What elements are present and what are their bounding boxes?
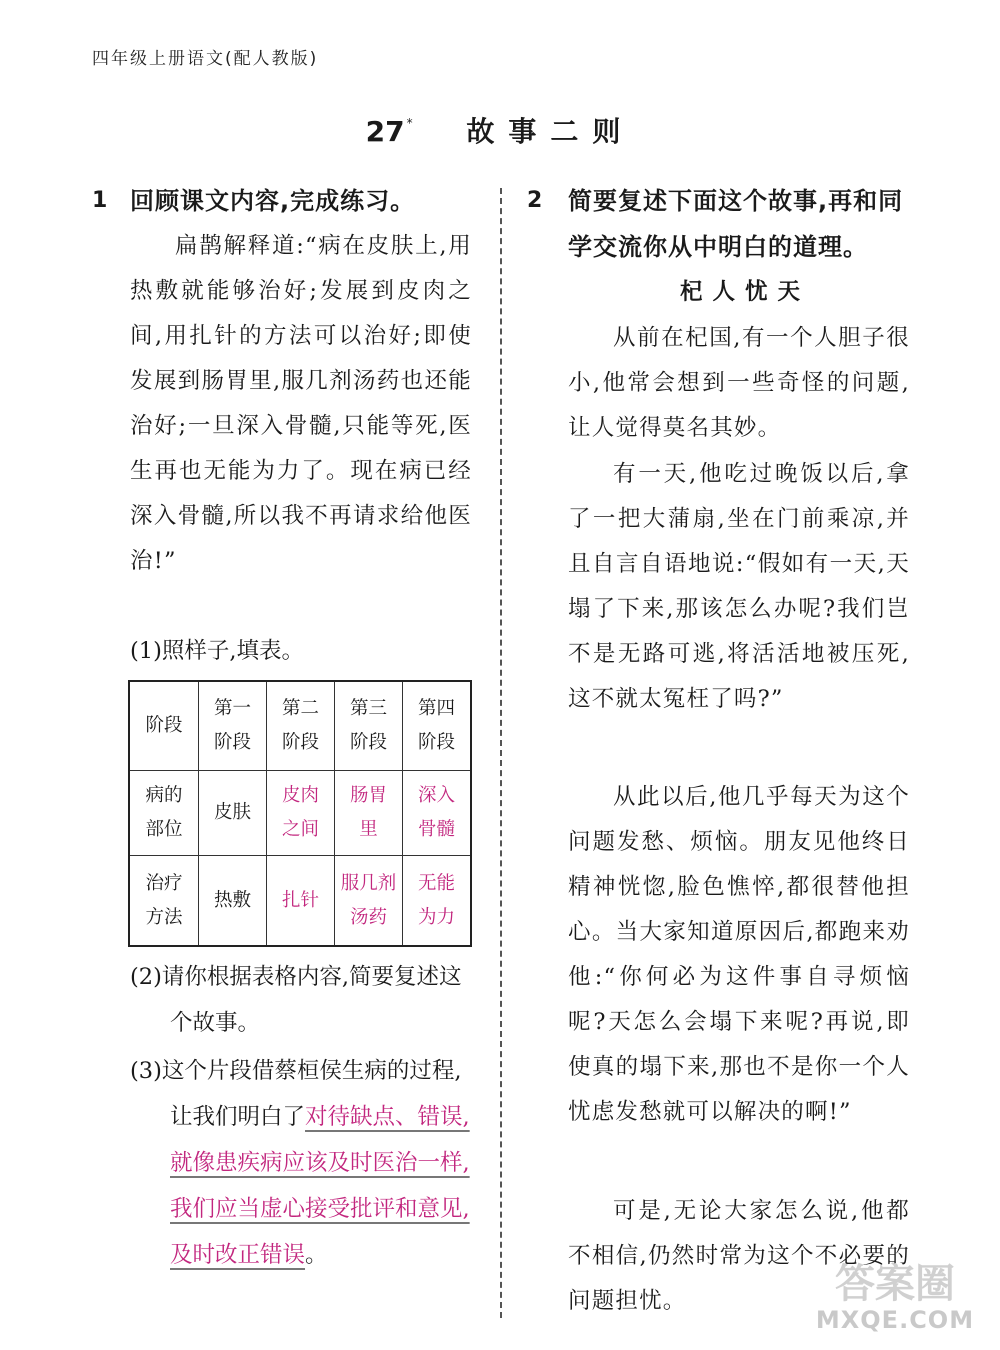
q1-sub3-end: 。 (305, 1242, 328, 1268)
lesson-number: 27 * (365, 115, 413, 148)
answer-cell: 皮肉之间 (267, 771, 335, 856)
answer-cell: 扎针 (267, 856, 335, 947)
table-cell: 阶段 (129, 681, 199, 771)
answer-cell: 无能为力 (403, 856, 472, 947)
story-paragraph: 有一天,他吃过晚饭以后,拿了一把大蒲扇,坐在门前乘凉,并且自言自语地说:“假如有一天,天塌了下来,那该怎么办呢?我们岂不是无路可逃,将活活地被压死,这不就太冤枉了吗?” (568, 461, 910, 712)
q1-sub2: (2)请你根据表格内容,简要复述这个故事。 (130, 964, 462, 1036)
story-paragraph: 从前在杞国,有一个人胆子很小,他常会想到一些奇怪的问题,让人觉得莫名其妙。 (568, 325, 910, 441)
q2-instruction: 简要复述下面这个故事,再和同学交流你从中明白的道理。 (568, 187, 904, 261)
table-cell: 病的部位 (129, 771, 199, 856)
story-title: 杞人忧天 (679, 279, 810, 305)
watermark-text: MXQE.COM (815, 1306, 975, 1334)
stage-table (128, 680, 472, 947)
q1-sub3-answer: 对待缺点、错误,就像患疾病应该及时医治一样,我们应当虚心接受批评和意见,及时改正错误 (170, 1104, 470, 1268)
q1-instruction: 回顾课文内容,完成练习。 (130, 187, 416, 215)
table-cell: 治疗方法 (129, 856, 199, 947)
q1-sub3 (130, 1048, 480, 1278)
lesson-name: 故事二则 (466, 115, 635, 148)
q1-number: 1 (92, 188, 108, 213)
table-row (129, 771, 471, 856)
table-row (129, 681, 471, 771)
q1-passage: 扁鹊解释道:“病在皮肤上,用热敷就能够治好;发展到皮肉之间,用扎针的方法可以治好;即使发展到肠胃里,服几剂汤药也还能治好;一旦深入骨髓,只能等死,医生再也无能为力了。现在病已经深入骨髓,所以我不再请求给他医治!” (130, 233, 472, 574)
watermark-logo: 答案圈 (835, 1261, 955, 1307)
table-row (129, 856, 471, 947)
watermark (805, 1262, 985, 1334)
q1-sub3-prefix: (3)这个片段借蔡桓侯生病的过程,让我们明白了 (130, 1058, 462, 1130)
answer-cell: 服几剂汤药 (335, 856, 403, 947)
answer-cell: 深入骨髓 (403, 771, 472, 856)
answer-cell: 肠胃里 (335, 771, 403, 856)
story-paragraph: 可是,无论大家怎么说,他都不相信,仍然时常为这个不必要的问题担忧。 (568, 1198, 910, 1314)
column-divider (500, 188, 502, 1318)
table-cell: 第一阶段 (199, 681, 267, 771)
table-cell: 第三阶段 (335, 681, 403, 771)
table-cell: 第四阶段 (403, 681, 472, 771)
table-cell: 热敷 (199, 856, 267, 947)
q1-sub1-label: (1)照样子,填表。 (130, 638, 305, 664)
table-cell: 第二阶段 (267, 681, 335, 771)
q2-number: 2 (527, 188, 543, 213)
lesson-title (0, 110, 1000, 150)
table-cell: 皮肤 (199, 771, 267, 856)
story-paragraph: 从此以后,他几乎每天为这个问题发愁、烦恼。朋友见他终日精神恍惚,脸色憔悴,都很替他担心。当大家知道原因后,都跑来劝他:“你何必为这件事自寻烦恼呢?天怎么会塌下来呢?再说,即使真的塌下来,那也不是你一个人忧虑发愁就可以解决的啊!” (568, 784, 910, 1125)
book-header: 四年级上册语文(配人教版) (92, 49, 319, 69)
